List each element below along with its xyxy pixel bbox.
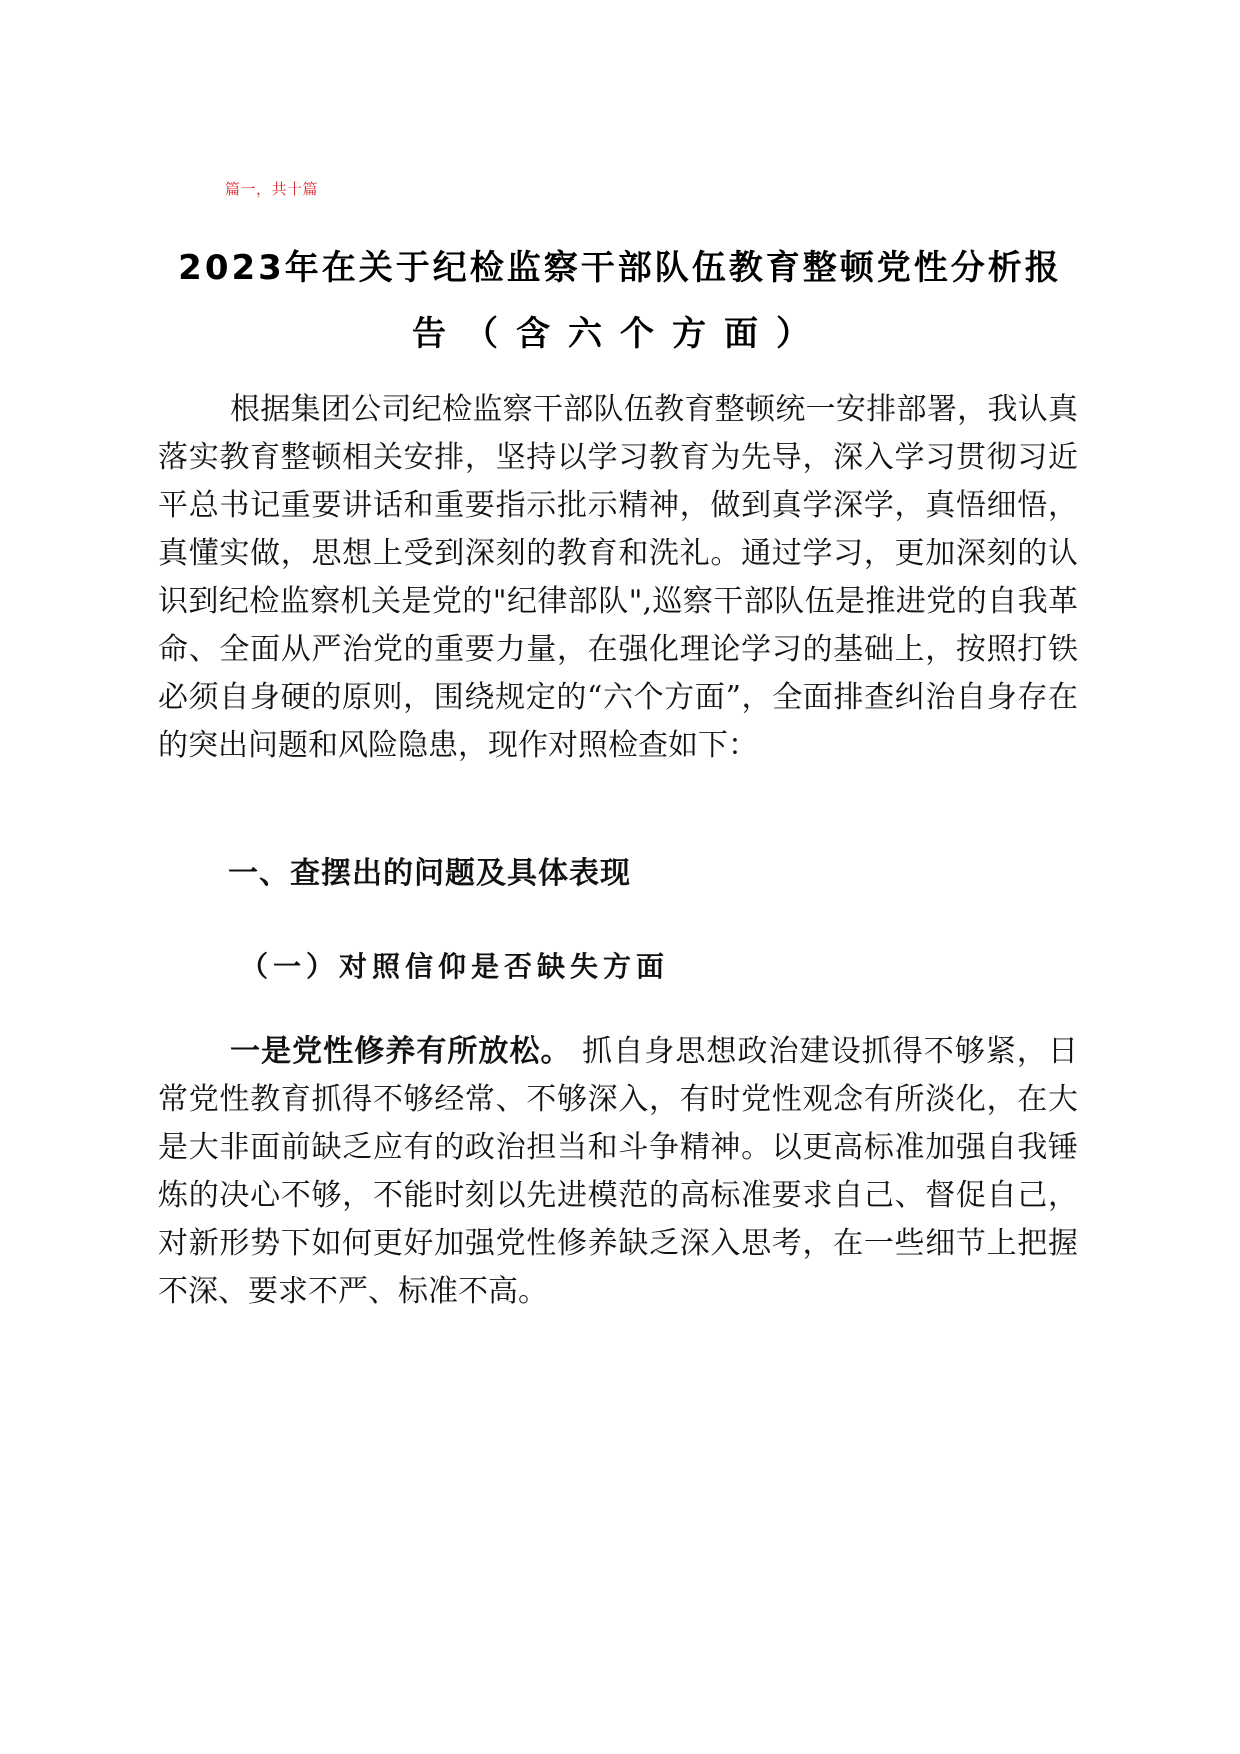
- intro-paragraph: 根据集团公司纪检监察干部队伍教育整顿统一安排部署，我认真落实教育整顿相关安排，坚持以学习教育为先导，深入学习贯彻习近平总书记重要讲话和重要指示批示精神，做到真学深学，真悟细悟，真懂实做，思想上受到深刻的教育和洗礼。通过学习，更加深刻的认识到纪检监察机关是党的"纪律部队",巡察干部队伍是推进党的自我革命、全面从严治党的重要力量，在强化理论学习的基础上，按照打铁必须自身硬的原则，围绕规定的“六个方面”，全面排查纠治自身存在的突出问题和风险隐患，现作对照检查如下：: [158, 392, 1078, 763]
- document-title-line-2: 告（含六个方面）: [412, 314, 828, 354]
- paragraph-1-lead: 一是党性修养有所放松。: [230, 1034, 572, 1069]
- series-note: 篇一，共十篇: [225, 180, 319, 198]
- section-heading-1: 一、查摆出的问题及具体表现: [228, 856, 631, 891]
- subsection-heading-1: （一）对照信仰是否缺失方面: [240, 950, 670, 983]
- paragraph-1-body: 抓自身思想政治建设抓得不够紧，日常党性教育抓得不够经常、不够深入，有时党性观念有所淡化，在大是大非面前缺乏应有的政治担当和斗争精神。以更高标准加强自我锤炼的决心不够，不能时刻以先进模范的高标准要求自己、督促自己，对新形势下如何更好加强党性修养缺乏深入思考，在一些细节上把握不深、要求不严、标准不高。: [158, 1034, 1078, 1309]
- document-title-line-1: 2023年在关于纪检监察干部队伍教育整顿党性分析报: [178, 248, 1062, 288]
- paragraph-1: [158, 1028, 1078, 1316]
